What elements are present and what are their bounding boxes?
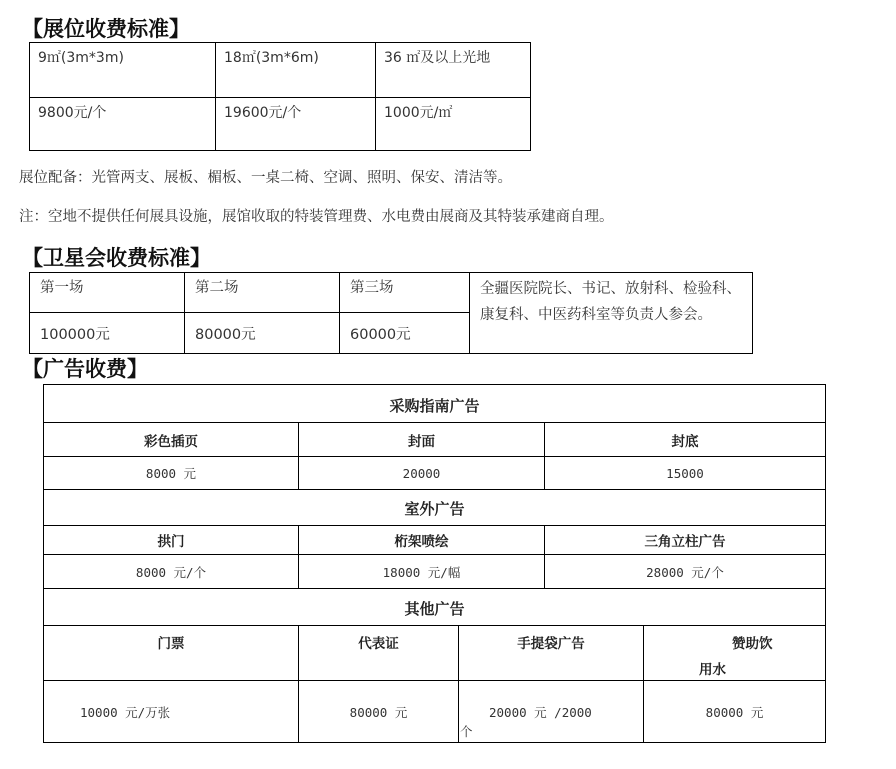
guide-price-insert: 8000 元 — [44, 457, 299, 490]
outdoor-title: 室外广告 — [44, 490, 826, 526]
table-row — [44, 589, 826, 626]
ads-heading: 【广告收费】 — [22, 356, 148, 381]
table-row — [30, 98, 531, 151]
table-row — [44, 626, 826, 681]
outdoor-price-truss: 18000 元/幅 — [299, 555, 545, 589]
outdoor-header-truss: 桁架喷绘 — [299, 526, 545, 555]
outdoor-price-pillar: 28000 元/个 — [545, 555, 826, 589]
satellite-price-table — [29, 272, 753, 354]
other-price-bag-line2: 个 — [460, 724, 473, 739]
other-price-bag-line1: 20000 元 /2000 — [489, 704, 592, 720]
other-header-drink — [644, 626, 826, 681]
satellite-session-2: 第二场 — [185, 273, 340, 313]
guide-price-cover: 20000 — [299, 457, 545, 490]
guide-header-cover: 封面 — [299, 423, 545, 457]
booth-price-18: 19600元/个 — [216, 98, 376, 151]
other-price-ticket: 10000 元/万张 — [44, 681, 299, 743]
booth-size-9: 9㎡(3m*3m) — [30, 43, 216, 98]
table-row — [44, 526, 826, 555]
table-row — [44, 490, 826, 526]
table-row — [44, 385, 826, 423]
booth-size-18: 18㎡(3m*6m) — [216, 43, 376, 98]
satellite-price-3: 60000元 — [340, 313, 470, 354]
satellite-price-1: 100000元 — [30, 313, 185, 354]
booth-note-text: 注：空地不提供任何展具设施，展馆收取的特装管理费、水电费由展商及其特装承建商自理。 — [19, 209, 614, 225]
booth-price-9: 9800元/个 — [30, 98, 216, 151]
table-row — [44, 681, 826, 743]
outdoor-price-arch: 8000 元/个 — [44, 555, 299, 589]
other-header-badge: 代表证 — [299, 626, 459, 681]
satellite-session-3: 第三场 — [340, 273, 470, 313]
outdoor-header-arch: 拱门 — [44, 526, 299, 555]
other-header-drink-line1: 赞助饮 — [732, 636, 773, 652]
booth-heading: 【展位收费标准】 — [22, 16, 190, 41]
other-title: 其他广告 — [44, 589, 826, 626]
outdoor-header-pillar: 三角立柱广告 — [545, 526, 826, 555]
table-row — [44, 423, 826, 457]
other-header-ticket: 门票 — [44, 626, 299, 681]
booth-config-text: 展位配备：光管两支、展板、楣板、一桌二椅、空调、照明、保安、清洁等。 — [19, 170, 512, 186]
other-price-badge: 80000 元 — [299, 681, 459, 743]
table-row — [30, 43, 531, 98]
satellite-heading: 【卫星会收费标准】 — [22, 245, 211, 270]
satellite-session-1: 第一场 — [30, 273, 185, 313]
other-header-bag: 手提袋广告 — [459, 626, 644, 681]
satellite-price-2: 80000元 — [185, 313, 340, 354]
other-price-drink: 80000 元 — [644, 681, 826, 743]
other-header-drink-line2: 用水 — [699, 662, 726, 678]
guide-price-back: 15000 — [545, 457, 826, 490]
guide-header-insert: 彩色插页 — [44, 423, 299, 457]
guide-title: 采购指南广告 — [44, 385, 826, 423]
booth-size-36: 36 ㎡及以上光地 — [376, 43, 531, 98]
table-row — [44, 457, 826, 490]
other-price-bag — [459, 681, 644, 743]
guide-header-back: 封底 — [545, 423, 826, 457]
booth-price-36: 1000元/㎡ — [376, 98, 531, 151]
ads-price-table — [43, 384, 826, 743]
table-row — [30, 273, 753, 313]
table-row — [44, 555, 826, 589]
booth-price-table — [29, 42, 531, 151]
satellite-note: 全疆医院院长、书记、放射科、检验科、康复科、中医药科室等负责人参会。 — [470, 273, 753, 354]
